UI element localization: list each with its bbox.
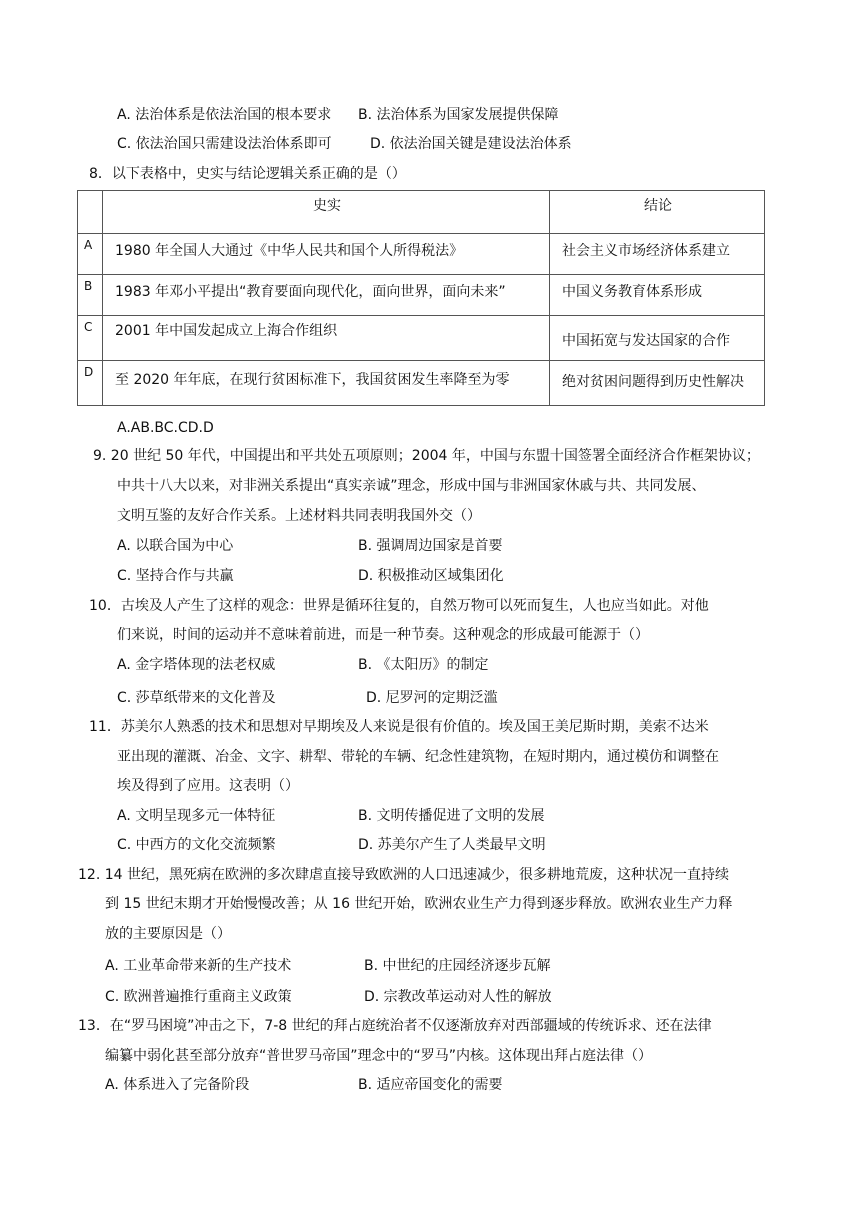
- q11-line-2: 亚出现的灌溉、冶金、文字、耕犁、带轮的车辆、纪念性建筑物，在短时期内，通过模仿和调整在: [117, 749, 719, 765]
- q12-option-a: A. 工业革命带来新的生产技术: [105, 958, 292, 974]
- q12-option-b: B. 中世纪的庄园经济逐步瓦解: [364, 958, 551, 974]
- row-conclusion: 社会主义市场经济体系建立: [562, 243, 730, 259]
- row-conclusion: 中国义务教育体系形成: [562, 284, 702, 300]
- q11-line-3: 埃及得到了应用。这表明（）: [117, 778, 299, 794]
- row-fact: 1980 年全国人大通过《中华人民共和国个人所得税法》: [115, 243, 464, 259]
- q9-option-c: C. 坚持合作与共赢: [117, 568, 234, 584]
- table-header-conclusion: 结论: [644, 198, 672, 214]
- q12-option-d: D. 宗教改革运动对人性的解放: [364, 989, 552, 1005]
- q13-option-b: B. 适应帝国变化的需要: [358, 1077, 503, 1093]
- table-row: [78, 275, 765, 316]
- table-row: [78, 316, 765, 361]
- q12-line-2: 到 15 世纪末期才开始慢慢改善；从 16 世纪开始，欧洲农业生产力得到逐步释放。欧洲农业生产力释: [105, 896, 733, 912]
- q9-line-1: 9. 20 世纪 50 年代，中国提出和平共处五项原则；2004 年，中国与东盟十国签署全面经济合作框架协议；: [93, 448, 760, 464]
- q10-option-a: A. 金字塔体现的法老权威: [117, 657, 276, 673]
- q10-option-d: D. 尼罗河的定期泛滥: [366, 690, 498, 706]
- q11-option-c: C. 中西方的文化交流频繁: [117, 837, 276, 853]
- table-header-row: [78, 191, 765, 234]
- q10-option-b: B. 《太阳历》的制定: [358, 657, 489, 673]
- q11-option-d: D. 苏美尔产生了人类最早文明: [358, 837, 546, 853]
- q10-line-2: 们来说，时间的运动并不意味着前进，而是一种节奏。这种观念的形成最可能源于（）: [117, 627, 649, 643]
- row-label: D: [84, 365, 94, 379]
- table-header-fact: 史实: [313, 198, 341, 214]
- q7-option-b: B. 法治体系为国家发展提供保障: [358, 107, 559, 123]
- q9-option-b: B. 强调周边国家是首要: [358, 538, 503, 554]
- q12-option-c: C. 欧洲普遍推行重商主义政策: [105, 989, 292, 1005]
- q13-option-a: A. 体系进入了完备阶段: [105, 1077, 250, 1093]
- q7-option-a: A. 法治体系是依法治国的根本要求: [117, 107, 332, 123]
- q8-answer-line: A.AB.BC.CD.D: [117, 420, 214, 436]
- q13-line-1: 13．在“罗马困境”冲击之下，7-8 世纪的拜占庭统治者不仅逐渐放弃对西部疆域的传统诉求、还在法律: [78, 1018, 712, 1034]
- q9-line-3: 文明互鉴的友好合作关系。上述材料共同表明我国外交（）: [117, 508, 481, 524]
- row-fact: 至 2020 年年底，在现行贫困标准下，我国贫困发生率降至为零: [115, 372, 510, 388]
- row-label: C: [84, 320, 93, 334]
- row-fact: 2001 年中国发起成立上海合作组织: [115, 323, 338, 339]
- q12-line-1: 12. 14 世纪，黑死病在欧洲的多次肆虐直接导致欧洲的人口迅速减少，很多耕地荒废，这种状况一直持续: [78, 867, 729, 883]
- row-fact: 1983 年邓小平提出“教育要面向现代化，面向世界，面向未来”: [115, 284, 506, 300]
- q8-table: [77, 190, 765, 406]
- row-conclusion: 中国拓宽与发达国家的合作: [562, 333, 730, 349]
- table-row: [78, 361, 765, 406]
- row-label: B: [84, 279, 93, 293]
- table-header-empty: [78, 191, 103, 234]
- q9-option-d: D. 积极推动区域集团化: [358, 568, 504, 584]
- q11-option-a: A. 文明呈现多元一体特征: [117, 808, 276, 824]
- row-conclusion: 绝对贫困问题得到历史性解决: [562, 374, 744, 390]
- q7-option-c: C. 依法治国只需建设法治体系即可: [117, 136, 332, 152]
- q7-option-d: D. 依法治国关键是建设法治体系: [370, 136, 572, 152]
- q10-line-1: 10．古埃及人产生了这样的观念：世界是循环往复的，自然万物可以死而复生，人也应当如此。对他: [89, 598, 709, 614]
- row-label: A: [84, 238, 93, 252]
- q11-option-b: B. 文明传播促进了文明的发展: [358, 808, 545, 824]
- q9-option-a: A. 以联合国为中心: [117, 538, 234, 554]
- q12-line-3: 放的主要原因是（）: [105, 926, 231, 942]
- q8-stem: 8．以下表格中，史实与结论逻辑关系正确的是（）: [89, 166, 406, 182]
- q13-line-2: 编纂中弱化甚至部分放弃“普世罗马帝国”理念中的“罗马”内核。这体现出拜占庭法律（）: [105, 1048, 653, 1064]
- q10-option-c: C. 莎草纸带来的文化普及: [117, 690, 276, 706]
- q9-line-2: 中共十八大以来，对非洲关系提出“真实亲诚”理念，形成中国与非洲国家休戚与共、共同发展、: [117, 478, 706, 494]
- q11-line-1: 11．苏美尔人熟悉的技术和思想对早期埃及人来说是很有价值的。埃及国王美尼斯时期，美索不达米: [89, 719, 709, 735]
- table-row: [78, 234, 765, 275]
